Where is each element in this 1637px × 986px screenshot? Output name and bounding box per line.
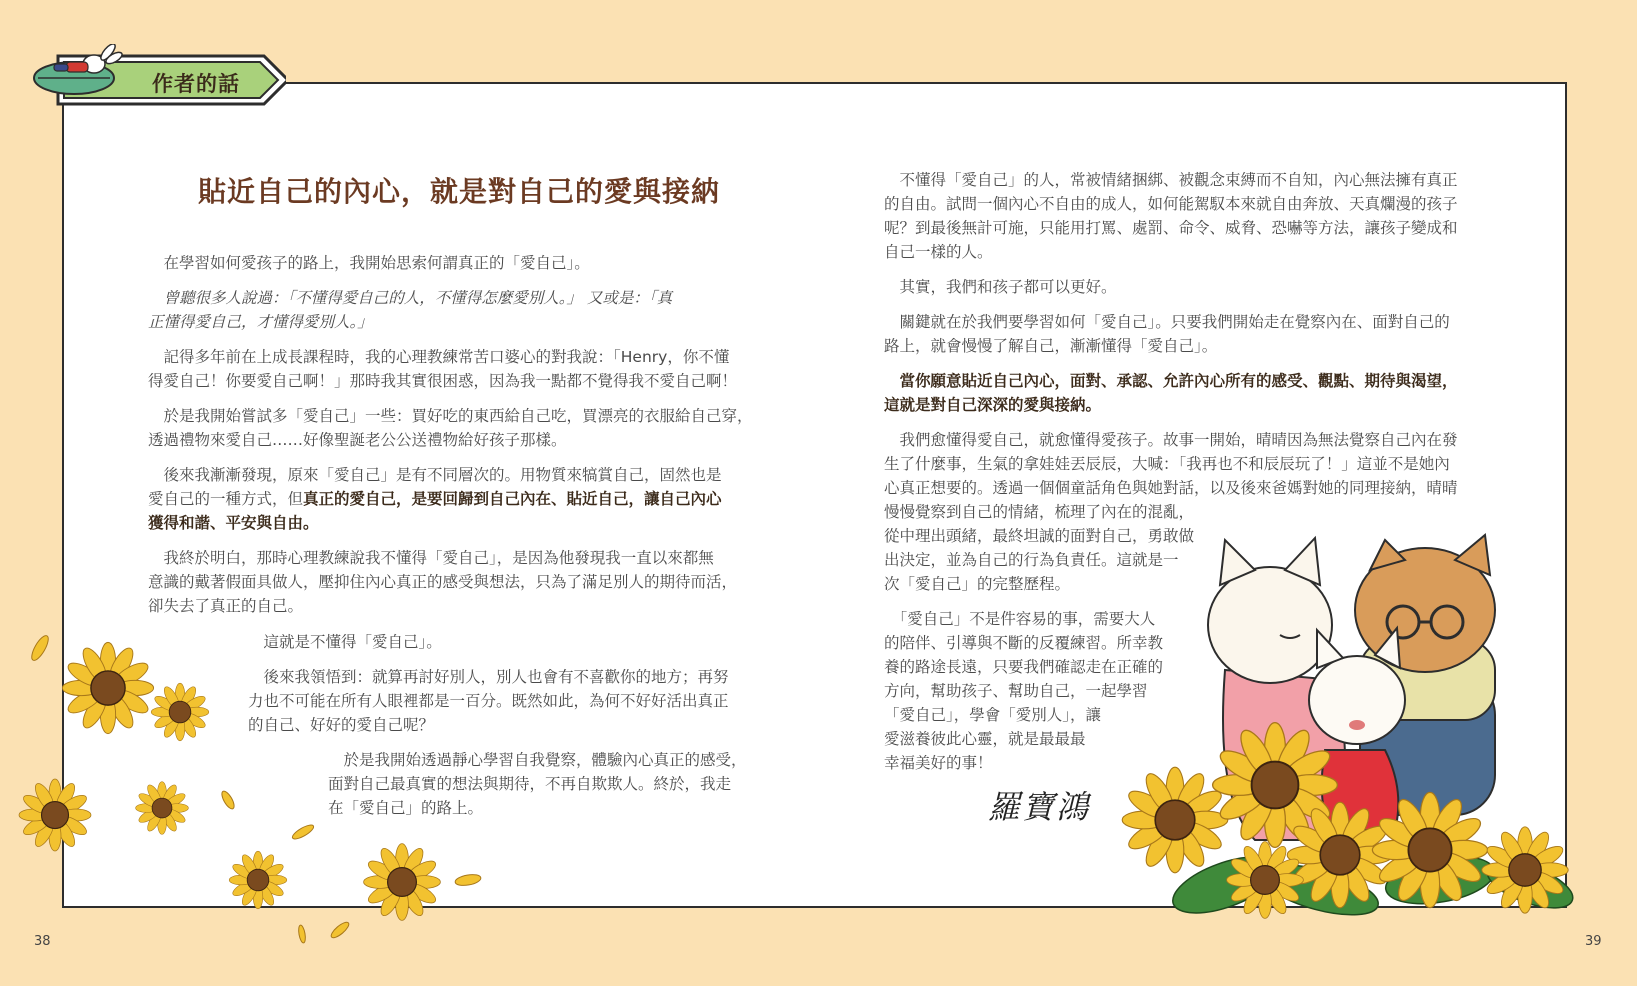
paragraph-line: 幸福美好的事！ <box>884 754 993 772</box>
page-number-left: 38 <box>34 934 51 949</box>
paragraph-line: 慢慢覺察到自己的情緒，梳理了內在的混亂， <box>884 503 1195 521</box>
paragraph: 曾聽很多人說過：「不懂得愛自己的人，不懂得怎麼愛別人。」 又或是：「真 <box>148 289 673 307</box>
sunflower-icon <box>364 844 441 921</box>
paragraph-line: 在「愛自己」的路上。 <box>328 799 484 817</box>
sunflower-icon <box>151 683 209 741</box>
sunflower-icon <box>19 779 91 851</box>
paragraph-line: 獲得和諧、平安與自由。 <box>148 514 319 532</box>
page-number-right: 39 <box>1585 934 1602 949</box>
sunflower-icon <box>1122 767 1228 873</box>
paragraph-line: 卻失去了真正的自己。 <box>148 597 304 615</box>
paragraph-line: 的陪伴、引導與不斷的反覆練習。所幸教 <box>884 634 1164 652</box>
paragraph-line: 正懂得愛自己，才懂得愛別人。」 <box>148 313 373 331</box>
paragraph-line: 愛滋養彼此心靈，就是最最最 <box>884 730 1086 748</box>
paragraph: 後來我漸漸發現，原來「愛自己」是有不同層次的。用物質來犒賞自己，固然也是 <box>148 466 722 484</box>
paragraph: 我終於明白，那時心理教練說我不懂得「愛自己」，是因為他發現我一直以來都無 <box>148 549 714 567</box>
paragraph: 在學習如何愛孩子的路上，我開始思索何謂真正的「愛自己」。 <box>148 254 590 272</box>
paragraph-line: 「愛自己」，學會「愛別人」，讓 <box>884 706 1102 724</box>
paragraph-line: 心真正想要的。透過一個個童話角色與她對話，以及後來爸媽對她的同理接納，晴晴 <box>884 479 1458 497</box>
paragraph-line: 呢？到最後無計可施，只能用打罵、處罰、命令、威脅、恐嚇等方法，讓孩子變成和 <box>884 219 1458 237</box>
paragraph-line: 養的路途長遠，只要我們確認走在正確的 <box>884 658 1164 676</box>
paragraph-line: 愛自己的一種方式，但真正的愛自己，是要回歸到自己內在、貼近自己，讓自己內心 <box>148 490 722 508</box>
paragraph: 不懂得「愛自己」的人，常被情緒捆綁、被觀念束縛而不自知，內心無法擁有真正 <box>884 171 1458 189</box>
paragraph-line: 力也不可能在所有人眼裡都是一百分。既然如此，為何不好好活出真正 <box>248 692 729 710</box>
sunflower-icon <box>136 782 189 835</box>
paragraph-line: 得愛自己！你要愛自己啊！」那時我其實很困惑，因為我一點都不覺得我不愛自己啊！ <box>148 372 738 390</box>
paragraph-line: 出決定，並為自己的行為負責任。這就是一 <box>884 551 1179 569</box>
paragraph: 關鍵就在於我們要學習如何「愛自己」。只要我們開始走在覺察內在、面對自己的 <box>884 313 1450 331</box>
paragraph: 這就是不懂得「愛自己」。 <box>248 633 442 651</box>
paragraph-line: 的自己、好好的愛自己呢？ <box>248 716 435 734</box>
paragraph-line: 面對自己最真實的想法與期待，不再自欺欺人。終於，我走 <box>328 775 732 793</box>
paragraph: 我們愈懂得愛自己，就愈懂得愛孩子。故事一開始，晴晴因為無法覺察自己內在發 <box>884 431 1458 449</box>
paragraph-line: 透過禮物來愛自己……好像聖誕老公公送禮物給好孩子那樣。 <box>148 431 567 449</box>
paragraph-line: 路上，就會慢慢了解自己，漸漸懂得「愛自己」。 <box>884 337 1218 355</box>
paragraph: 「愛自己」不是件容易的事，需要大人 <box>884 610 1156 628</box>
paragraph-line: 從中理出頭緒，最終坦誠的面對自己，勇敢做 <box>884 527 1195 545</box>
paragraph: 當你願意貼近自己內心，面對、承認、允許內心所有的感受、觀點、期待與渴望， <box>884 372 1458 390</box>
paragraph-line: 生了什麼事，生氣的拿娃娃丟辰辰，大喊：「我再也不和辰辰玩了！」這並不是她內 <box>884 455 1450 473</box>
paragraph: 於是我開始嘗試多「愛自己」一些：買好吃的東西給自己吃，買漂亮的衣服給自己穿， <box>148 407 753 425</box>
sunflower-icon <box>229 851 287 909</box>
author-signature: 羅寶鴻 <box>988 788 1091 826</box>
paragraph-line: 方向，幫助孩子、幫助自己，一起學習 <box>884 682 1148 700</box>
paragraph-line: 這就是對自己深深的愛與接納。 <box>884 396 1102 414</box>
paragraph-line: 的自由。試問一個內心不自由的成人，如何能駕馭本來就自由奔放、天真爛漫的孩子 <box>884 195 1458 213</box>
paragraph: 後來我領悟到：就算再討好別人，別人也會有不喜歡你的地方；再努 <box>248 668 729 686</box>
paragraph: 其實，我們和孩子都可以更好。 <box>884 278 1117 296</box>
page-title: 貼近自己的內心，就是對自己的愛與接納 <box>198 175 721 208</box>
paragraph-line: 自己一樣的人。 <box>884 243 993 261</box>
paragraph: 於是我開始透過靜心學習自我覺察，體驗內心真正的感受， <box>328 751 747 769</box>
sunflower-icon <box>62 642 153 733</box>
paragraph: 記得多年前在上成長課程時，我的心理教練常苦口婆心的對我說：「Henry，你不懂 <box>148 348 730 366</box>
section-tag-label: 作者的話 <box>152 72 240 96</box>
paragraph-line: 次「愛自己」的完整歷程。 <box>884 575 1071 593</box>
paragraph-line: 意識的戴著假面具做人，壓抑住內心真正的感受與想法，只為了滿足別人的期待而活， <box>148 573 738 591</box>
